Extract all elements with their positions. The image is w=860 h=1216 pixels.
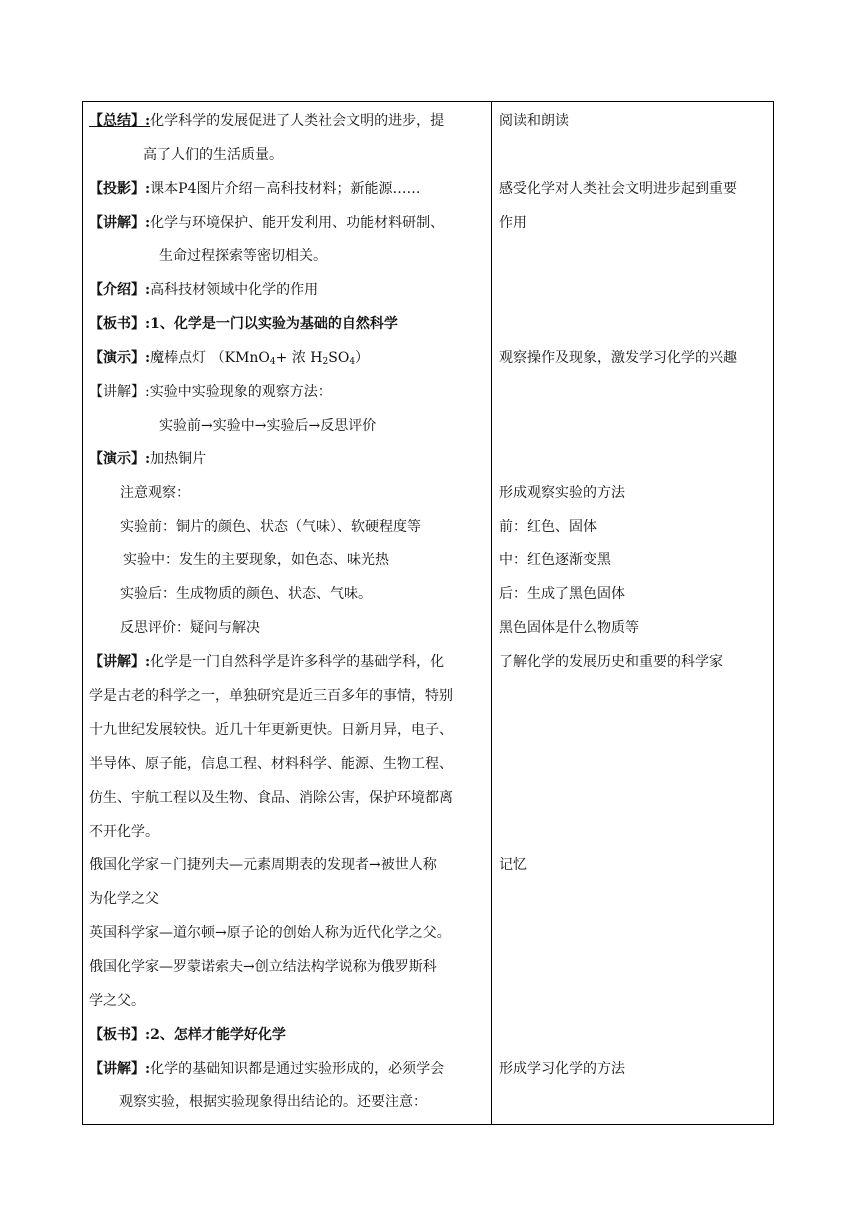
line-text: 仿生、宇航工程以及生物、食品、消除公害，保护环境都离 [89, 790, 453, 806]
left-line-20 [89, 754, 453, 774]
explain-tag: 【讲解】: [89, 384, 150, 400]
left-line-12 [120, 483, 190, 503]
explain-tag: 【讲解】: [89, 654, 151, 670]
right-line-3: 作用 [499, 215, 527, 231]
line-text: 高了人们的生活质量。 [143, 147, 283, 163]
line-text: 实验后：生成物质的颜色、状态、气味。 [120, 586, 372, 602]
right-line-9: 黑色固体是什么物质等 [499, 620, 639, 636]
left-line-17 [89, 652, 444, 672]
left-line-1 [89, 111, 444, 131]
section-heading: 1、化学是一门以实验为基础的自然科学 [150, 316, 398, 332]
explain-tag: 【讲解】: [89, 1061, 151, 1077]
left-line-3 [89, 179, 421, 199]
left-line-16 [120, 618, 260, 638]
left-line-9 [89, 382, 332, 402]
lesson-table [82, 101, 774, 1125]
board-tag: 【板书】: [89, 1027, 151, 1043]
line-text: 俄国化学家—罗蒙诺索夫→创立结法构学说称为俄罗斯科 [89, 959, 437, 975]
line-text: 十九世纪发展较快。近几十年更新更快。日新月异，电子、 [89, 722, 453, 738]
left-line-18 [89, 686, 453, 706]
column-divider [491, 102, 492, 1124]
line-text: ） [355, 350, 370, 366]
line-text: 反思评价：疑问与解决 [120, 620, 260, 636]
line-text: 实验前→实验中→实验后→反思评价 [159, 418, 377, 434]
line-text: 实验中：发生的主要现象，如色态、味光热 [123, 552, 389, 568]
left-line-14 [123, 550, 389, 570]
line-text: 英国科学家—道尔顿→原子论的创始人称为近代化学之父。 [89, 925, 451, 941]
left-line-7 [89, 314, 398, 334]
subscript: 4 [349, 357, 356, 367]
line-text: 化学的基础知识都是通过实验形成的，必须学会 [150, 1061, 445, 1077]
line-text: 魔棒点灯 （KMnO [150, 350, 270, 366]
board-tag: 【板书】: [89, 316, 151, 332]
line-text: 学之父。 [89, 993, 145, 1009]
left-line-19 [89, 720, 453, 740]
left-line-8 [89, 348, 369, 372]
line-text: 不开化学。 [89, 824, 159, 840]
left-line-21 [89, 788, 453, 808]
right-line-5: 形成观察实验的方法 [499, 485, 625, 501]
right-line-6: 前：红色、固体 [499, 519, 597, 535]
left-line-23 [89, 855, 437, 875]
line-text: 课本P4图片介绍－高科技材料；新能源…… [150, 181, 421, 197]
line-text: 学是古老的科学之一，单独研究是近三百多年的事情，特别 [89, 688, 453, 704]
right-line-11: 记忆 [499, 857, 527, 873]
left-line-11 [89, 449, 206, 469]
line-text: + 浓 H [275, 350, 323, 366]
left-line-22 [89, 822, 159, 842]
line-text: 实验中实验现象的观察方法： [149, 384, 332, 400]
left-line-10 [159, 416, 376, 436]
subscript: 4 [269, 357, 276, 367]
right-line-1: 阅读和朗读 [499, 113, 569, 129]
line-text: 实验前：铜片的颜色、状态（气味）、软硬程度等 [120, 519, 421, 535]
left-line-30 [119, 1092, 427, 1112]
right-line-2: 感受化学对人类社会文明进步起到重要 [499, 181, 737, 197]
section-heading: 2、怎样才能学好化学 [150, 1027, 286, 1043]
line-text: 化学与环境保护、能开发利用、功能材料研制、 [150, 215, 445, 231]
line-text: 加热铜片 [150, 451, 207, 467]
right-line-4: 观察操作及现象，激发学习化学的兴趣 [499, 350, 737, 366]
left-line-26 [89, 957, 437, 977]
line-text: 半导体、原子能，信息工程、材料科学、能源、生物工程、 [89, 756, 453, 772]
left-line-29 [89, 1059, 444, 1079]
summary-tag: 【总结】: [89, 113, 151, 129]
intro-tag: 【介绍】: [89, 282, 151, 298]
right-line-7: 中：红色逐渐变黑 [499, 552, 611, 568]
line-text: 俄国化学家－门捷列夫—元素周期表的发现者→被世人称 [89, 857, 437, 873]
projection-tag: 【投影】: [89, 181, 151, 197]
line-text: 高科技材领域中化学的作用 [150, 282, 319, 298]
left-line-15 [120, 584, 372, 604]
left-line-4 [89, 213, 444, 233]
line-text: 化学科学的发展促进了人类社会文明的进步，提 [150, 113, 445, 129]
line-text: 观察实验，根据实验现象得出结论的。还要注意： [119, 1094, 427, 1110]
demo-tag: 【演示】: [89, 350, 151, 366]
line-text: 为化学之父 [89, 891, 159, 907]
left-line-24 [89, 889, 159, 909]
line-text: 生命过程探索等密切相关。 [159, 248, 327, 264]
right-line-12: 形成学习化学的方法 [499, 1061, 625, 1077]
demo-tag: 【演示】: [89, 451, 151, 467]
explain-tag: 【讲解】: [89, 215, 151, 231]
line-text: SO [328, 350, 350, 366]
left-line-2 [143, 145, 283, 165]
left-line-25 [89, 923, 451, 943]
left-line-6 [89, 280, 318, 300]
right-line-10: 了解化学的发展历史和重要的科学家 [499, 654, 723, 670]
left-line-27 [89, 991, 145, 1011]
left-line-5 [159, 246, 327, 266]
line-text: 注意观察： [120, 485, 190, 501]
line-text: 化学是一门自然科学是许多科学的基础学科，化 [150, 654, 445, 670]
right-line-8: 后：生成了黑色固体 [499, 586, 625, 602]
subscript: 2 [322, 357, 329, 367]
left-line-28 [89, 1025, 286, 1045]
left-line-13 [120, 517, 421, 537]
